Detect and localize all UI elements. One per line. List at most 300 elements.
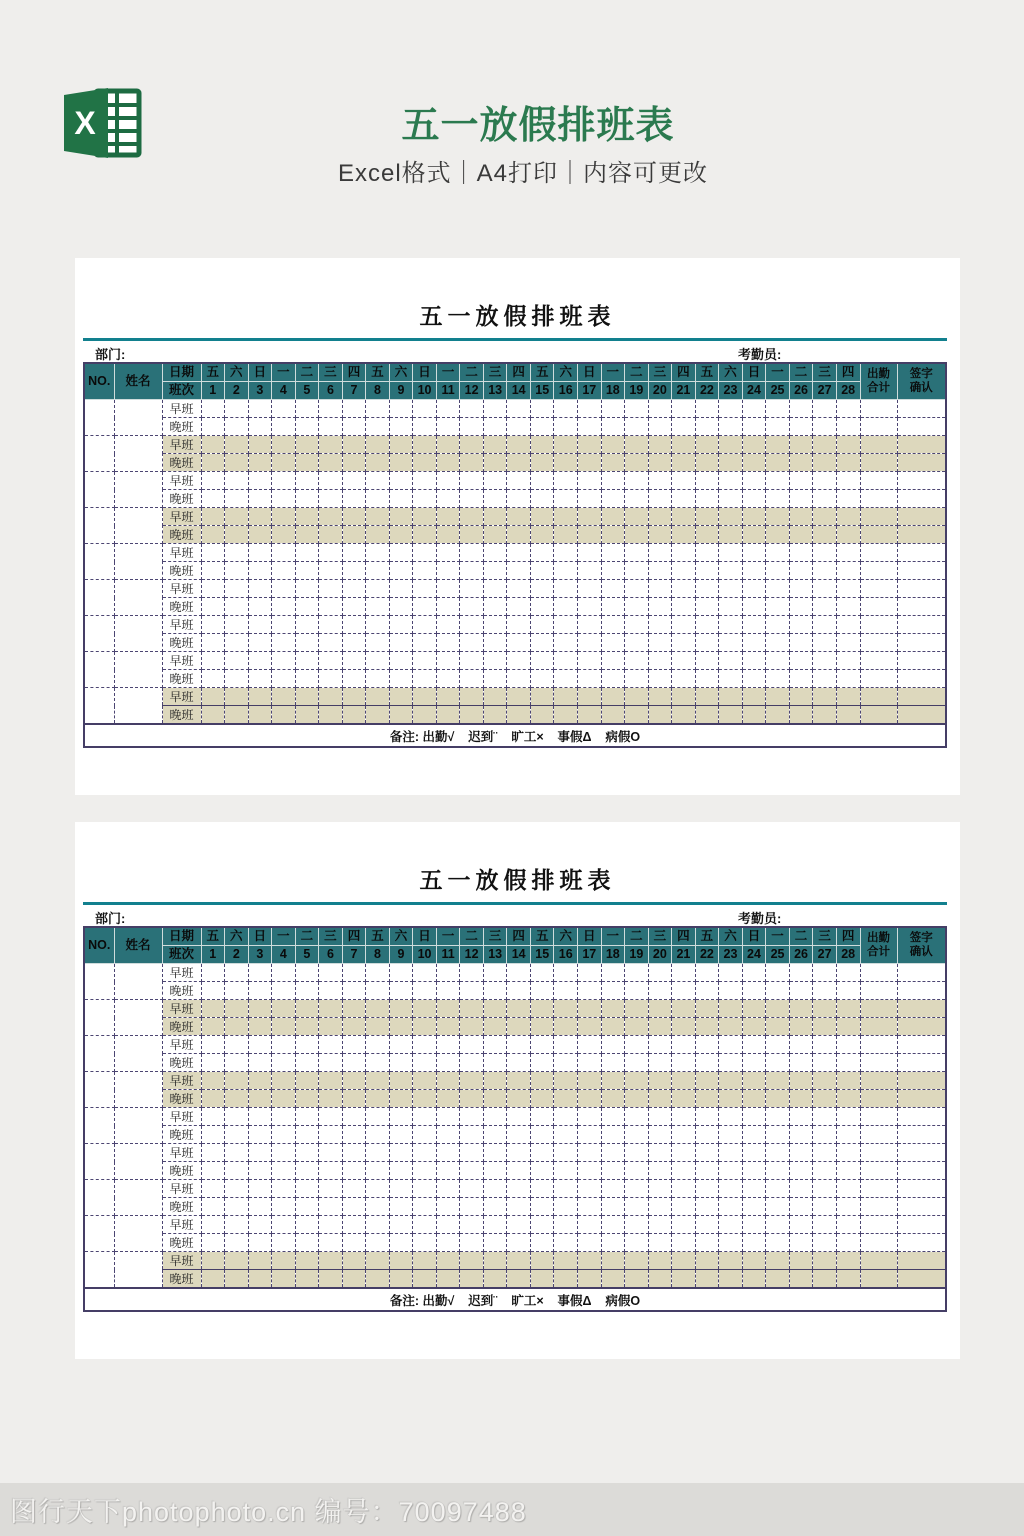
col-day-number: 7 — [342, 382, 366, 400]
day-cell — [295, 436, 319, 454]
day-cell — [554, 652, 578, 670]
day-cell — [554, 1270, 578, 1289]
day-cell — [648, 1216, 672, 1234]
day-cell — [578, 670, 602, 688]
day-cell — [578, 1180, 602, 1198]
day-cell — [295, 634, 319, 652]
day-cell — [248, 454, 272, 472]
total-cell — [860, 1000, 897, 1018]
shift-cell: 晚班 — [162, 1090, 201, 1108]
day-cell — [295, 490, 319, 508]
day-cell — [695, 1234, 719, 1252]
day-cell — [766, 1162, 790, 1180]
day-cell — [695, 1090, 719, 1108]
day-cell — [436, 1216, 460, 1234]
day-cell — [672, 1234, 696, 1252]
day-cell — [248, 1180, 272, 1198]
day-cell — [625, 706, 649, 725]
day-cell — [554, 490, 578, 508]
day-cell — [507, 418, 531, 436]
day-cell — [601, 1162, 625, 1180]
sign-cell — [897, 508, 946, 526]
day-cell — [201, 1072, 225, 1090]
day-cell — [460, 454, 484, 472]
day-cell — [789, 1090, 813, 1108]
col-day-number: 3 — [248, 946, 272, 964]
day-cell — [483, 490, 507, 508]
shift-cell: 早班 — [162, 1252, 201, 1270]
day-cell — [436, 508, 460, 526]
day-cell — [766, 652, 790, 670]
day-cell — [648, 1270, 672, 1289]
person-row — [84, 616, 946, 634]
day-cell — [201, 580, 225, 598]
day-cell — [672, 580, 696, 598]
day-cell — [272, 1108, 296, 1126]
shift-cell: 早班 — [162, 544, 201, 562]
day-cell — [789, 1072, 813, 1090]
shift-cell: 晚班 — [162, 634, 201, 652]
no-cell — [84, 1252, 114, 1289]
day-cell — [319, 1144, 343, 1162]
day-cell — [530, 598, 554, 616]
day-cell — [272, 1072, 296, 1090]
day-cell — [578, 1144, 602, 1162]
sign-cell — [897, 400, 946, 418]
person-row — [84, 472, 946, 490]
col-weekday: 三 — [813, 927, 837, 946]
day-cell — [554, 616, 578, 634]
day-cell — [578, 526, 602, 544]
day-cell — [295, 526, 319, 544]
day-cell — [507, 670, 531, 688]
day-cell — [507, 544, 531, 562]
col-weekday: 五 — [201, 927, 225, 946]
day-cell — [601, 688, 625, 706]
col-date: 日期 — [162, 363, 201, 382]
day-cell — [201, 1126, 225, 1144]
person-row — [84, 1090, 946, 1108]
shift-cell: 早班 — [162, 472, 201, 490]
day-cell — [813, 418, 837, 436]
day-cell — [483, 1162, 507, 1180]
day-cell — [695, 526, 719, 544]
day-cell — [225, 526, 249, 544]
day-cell — [695, 1216, 719, 1234]
day-cell — [225, 1126, 249, 1144]
day-cell — [625, 670, 649, 688]
sign-cell — [897, 1126, 946, 1144]
day-cell — [436, 544, 460, 562]
day-cell — [342, 1108, 366, 1126]
person-row — [84, 490, 946, 508]
day-cell — [813, 1108, 837, 1126]
total-cell — [860, 1054, 897, 1072]
person-row — [84, 1216, 946, 1234]
day-cell — [648, 1072, 672, 1090]
department-label: 部门: — [95, 911, 126, 926]
day-cell — [813, 400, 837, 418]
day-cell — [225, 598, 249, 616]
day-cell — [578, 1108, 602, 1126]
total-cell — [860, 616, 897, 634]
day-cell — [248, 688, 272, 706]
shift-cell: 早班 — [162, 400, 201, 418]
day-cell — [789, 1126, 813, 1144]
day-cell — [813, 1072, 837, 1090]
day-cell — [295, 652, 319, 670]
day-cell — [672, 490, 696, 508]
day-cell — [530, 1054, 554, 1072]
day-cell — [625, 688, 649, 706]
day-cell — [342, 1144, 366, 1162]
col-day-number: 22 — [695, 382, 719, 400]
day-cell — [389, 1162, 413, 1180]
day-cell — [742, 1072, 766, 1090]
shift-cell: 晚班 — [162, 598, 201, 616]
day-cell — [436, 400, 460, 418]
day-cell — [554, 1000, 578, 1018]
day-cell — [625, 1162, 649, 1180]
day-cell — [366, 652, 390, 670]
day-cell — [554, 1054, 578, 1072]
shift-cell: 早班 — [162, 1180, 201, 1198]
day-cell — [672, 1252, 696, 1270]
day-cell — [225, 1054, 249, 1072]
day-cell — [601, 1144, 625, 1162]
col-weekday: 四 — [342, 927, 366, 946]
day-cell — [248, 1270, 272, 1289]
day-cell — [813, 598, 837, 616]
day-cell — [554, 544, 578, 562]
day-cell — [742, 1162, 766, 1180]
col-weekday: 四 — [672, 363, 696, 382]
col-weekday: 一 — [272, 927, 296, 946]
day-cell — [813, 964, 837, 982]
day-cell — [554, 508, 578, 526]
day-cell — [342, 1180, 366, 1198]
day-cell — [248, 436, 272, 454]
shift-cell: 早班 — [162, 580, 201, 598]
day-cell — [648, 1162, 672, 1180]
day-cell — [578, 544, 602, 562]
day-cell — [507, 1216, 531, 1234]
day-cell — [813, 1162, 837, 1180]
day-cell — [248, 400, 272, 418]
day-cell — [460, 1108, 484, 1126]
day-cell — [248, 1108, 272, 1126]
day-cell — [836, 1234, 860, 1252]
total-cell — [860, 526, 897, 544]
col-day-number: 23 — [719, 946, 743, 964]
day-cell — [319, 706, 343, 725]
name-cell — [114, 1036, 162, 1072]
name-cell — [114, 1000, 162, 1036]
day-cell — [672, 454, 696, 472]
day-cell — [507, 982, 531, 1000]
day-cell — [460, 490, 484, 508]
day-cell — [695, 670, 719, 688]
day-cell — [836, 964, 860, 982]
no-cell — [84, 652, 114, 688]
person-row — [84, 544, 946, 562]
day-cell — [201, 436, 225, 454]
col-weekday: 二 — [295, 927, 319, 946]
sign-cell — [897, 1198, 946, 1216]
day-cell — [766, 1216, 790, 1234]
day-cell — [460, 1198, 484, 1216]
person-row — [84, 562, 946, 580]
day-cell — [695, 1036, 719, 1054]
person-row — [84, 1036, 946, 1054]
day-cell — [625, 1108, 649, 1126]
day-cell — [742, 1036, 766, 1054]
day-cell — [272, 580, 296, 598]
col-day-number: 28 — [836, 382, 860, 400]
day-cell — [413, 1162, 437, 1180]
day-cell — [554, 982, 578, 1000]
day-cell — [272, 526, 296, 544]
day-cell — [436, 1072, 460, 1090]
day-cell — [413, 1216, 437, 1234]
day-cell — [695, 562, 719, 580]
day-cell — [554, 472, 578, 490]
day-cell — [672, 1180, 696, 1198]
day-cell — [389, 1054, 413, 1072]
day-cell — [342, 436, 366, 454]
day-cell — [578, 454, 602, 472]
day-cell — [766, 454, 790, 472]
col-weekday: 一 — [766, 363, 790, 382]
day-cell — [366, 598, 390, 616]
sign-cell — [897, 562, 946, 580]
day-cell — [625, 1018, 649, 1036]
day-cell — [625, 616, 649, 634]
day-cell — [413, 1270, 437, 1289]
day-cell — [836, 562, 860, 580]
day-cell — [742, 670, 766, 688]
day-cell — [719, 1144, 743, 1162]
shift-cell: 晚班 — [162, 490, 201, 508]
day-cell — [554, 1036, 578, 1054]
day-cell — [483, 1234, 507, 1252]
day-cell — [295, 982, 319, 1000]
day-cell — [272, 652, 296, 670]
day-cell — [530, 508, 554, 526]
day-cell — [625, 964, 649, 982]
sign-cell — [897, 1090, 946, 1108]
day-cell — [342, 562, 366, 580]
day-cell — [319, 652, 343, 670]
day-cell — [742, 1180, 766, 1198]
day-cell — [719, 400, 743, 418]
day-cell — [483, 400, 507, 418]
day-cell — [530, 1000, 554, 1018]
no-cell — [84, 688, 114, 725]
legend-note: 备注: 出勤√ 迟到¨ 旷工× 事假Δ 病假O — [84, 724, 946, 747]
person-row — [84, 982, 946, 1000]
col-day-number: 13 — [483, 382, 507, 400]
day-cell — [813, 490, 837, 508]
day-cell — [789, 544, 813, 562]
col-day-number: 1 — [201, 946, 225, 964]
day-cell — [789, 982, 813, 1000]
day-cell — [813, 472, 837, 490]
day-cell — [648, 1090, 672, 1108]
day-cell — [389, 580, 413, 598]
total-cell — [860, 1234, 897, 1252]
day-cell — [507, 616, 531, 634]
day-cell — [742, 1216, 766, 1234]
col-day-number: 12 — [460, 946, 484, 964]
day-cell — [530, 982, 554, 1000]
template-preview-card-1 — [75, 258, 960, 795]
total-cell — [860, 1126, 897, 1144]
page-title: 五一放假排班表 — [401, 105, 675, 147]
col-day-number: 18 — [601, 946, 625, 964]
day-cell — [272, 490, 296, 508]
day-cell — [554, 1252, 578, 1270]
day-cell — [436, 1162, 460, 1180]
day-cell — [601, 508, 625, 526]
day-cell — [742, 652, 766, 670]
day-cell — [601, 1036, 625, 1054]
day-cell — [366, 616, 390, 634]
day-cell — [766, 1126, 790, 1144]
day-cell — [695, 1054, 719, 1072]
person-row — [84, 1054, 946, 1072]
day-cell — [295, 1054, 319, 1072]
day-cell — [342, 598, 366, 616]
day-cell — [272, 1270, 296, 1289]
day-cell — [436, 436, 460, 454]
person-row — [84, 1144, 946, 1162]
day-cell — [601, 1090, 625, 1108]
person-row — [84, 670, 946, 688]
col-day-number: 16 — [554, 382, 578, 400]
day-cell — [295, 1108, 319, 1126]
day-cell — [742, 1018, 766, 1036]
day-cell — [413, 1234, 437, 1252]
day-cell — [295, 688, 319, 706]
day-cell — [319, 1036, 343, 1054]
day-cell — [719, 580, 743, 598]
day-cell — [436, 454, 460, 472]
day-cell — [578, 508, 602, 526]
day-cell — [295, 1162, 319, 1180]
day-cell — [766, 1000, 790, 1018]
day-cell — [225, 1090, 249, 1108]
day-cell — [272, 1198, 296, 1216]
day-cell — [530, 562, 554, 580]
day-cell — [248, 634, 272, 652]
day-cell — [836, 670, 860, 688]
day-cell — [766, 580, 790, 598]
day-cell — [201, 1144, 225, 1162]
col-name: 姓名 — [114, 363, 162, 400]
day-cell — [248, 670, 272, 688]
day-cell — [413, 436, 437, 454]
name-cell — [114, 472, 162, 508]
day-cell — [272, 436, 296, 454]
col-weekday: 五 — [366, 927, 390, 946]
col-weekday: 一 — [766, 927, 790, 946]
day-cell — [813, 1198, 837, 1216]
day-cell — [836, 1090, 860, 1108]
day-cell — [460, 1036, 484, 1054]
day-cell — [460, 598, 484, 616]
day-cell — [766, 1252, 790, 1270]
day-cell — [530, 1234, 554, 1252]
col-weekday: 三 — [319, 927, 343, 946]
day-cell — [389, 634, 413, 652]
day-cell — [719, 1090, 743, 1108]
day-cell — [295, 1252, 319, 1270]
day-cell — [766, 706, 790, 725]
col-shift: 班次 — [162, 946, 201, 964]
col-day-number: 26 — [789, 946, 813, 964]
day-cell — [601, 544, 625, 562]
day-cell — [366, 706, 390, 725]
day-cell — [201, 490, 225, 508]
day-cell — [248, 1000, 272, 1018]
sign-cell — [897, 1018, 946, 1036]
day-cell — [719, 1234, 743, 1252]
col-day-number: 28 — [836, 946, 860, 964]
day-cell — [695, 436, 719, 454]
day-cell — [836, 1108, 860, 1126]
day-cell — [695, 490, 719, 508]
col-day-number: 20 — [648, 946, 672, 964]
day-cell — [789, 454, 813, 472]
day-cell — [389, 418, 413, 436]
day-cell — [719, 472, 743, 490]
day-cell — [648, 436, 672, 454]
day-cell — [436, 1036, 460, 1054]
day-cell — [225, 670, 249, 688]
department-label: 部门: — [95, 347, 126, 362]
attendant-label: 考勤员: — [738, 347, 782, 362]
total-cell — [860, 1018, 897, 1036]
day-cell — [836, 598, 860, 616]
day-cell — [389, 1180, 413, 1198]
day-cell — [530, 1090, 554, 1108]
shift-cell: 早班 — [162, 1036, 201, 1054]
col-weekday: 一 — [601, 927, 625, 946]
day-cell — [460, 544, 484, 562]
day-cell — [813, 982, 837, 1000]
shift-cell: 晚班 — [162, 706, 201, 725]
day-cell — [436, 1198, 460, 1216]
day-cell — [436, 598, 460, 616]
day-cell — [789, 400, 813, 418]
day-cell — [554, 598, 578, 616]
day-cell — [389, 1072, 413, 1090]
col-weekday: 三 — [813, 363, 837, 382]
day-cell — [295, 616, 319, 634]
sign-cell — [897, 1180, 946, 1198]
day-cell — [201, 400, 225, 418]
shift-cell: 晚班 — [162, 1234, 201, 1252]
person-row — [84, 508, 946, 526]
total-cell — [860, 1036, 897, 1054]
person-row — [84, 1252, 946, 1270]
day-cell — [695, 616, 719, 634]
col-day-number: 27 — [813, 382, 837, 400]
day-cell — [554, 1198, 578, 1216]
day-cell — [413, 982, 437, 1000]
day-cell — [601, 1126, 625, 1144]
